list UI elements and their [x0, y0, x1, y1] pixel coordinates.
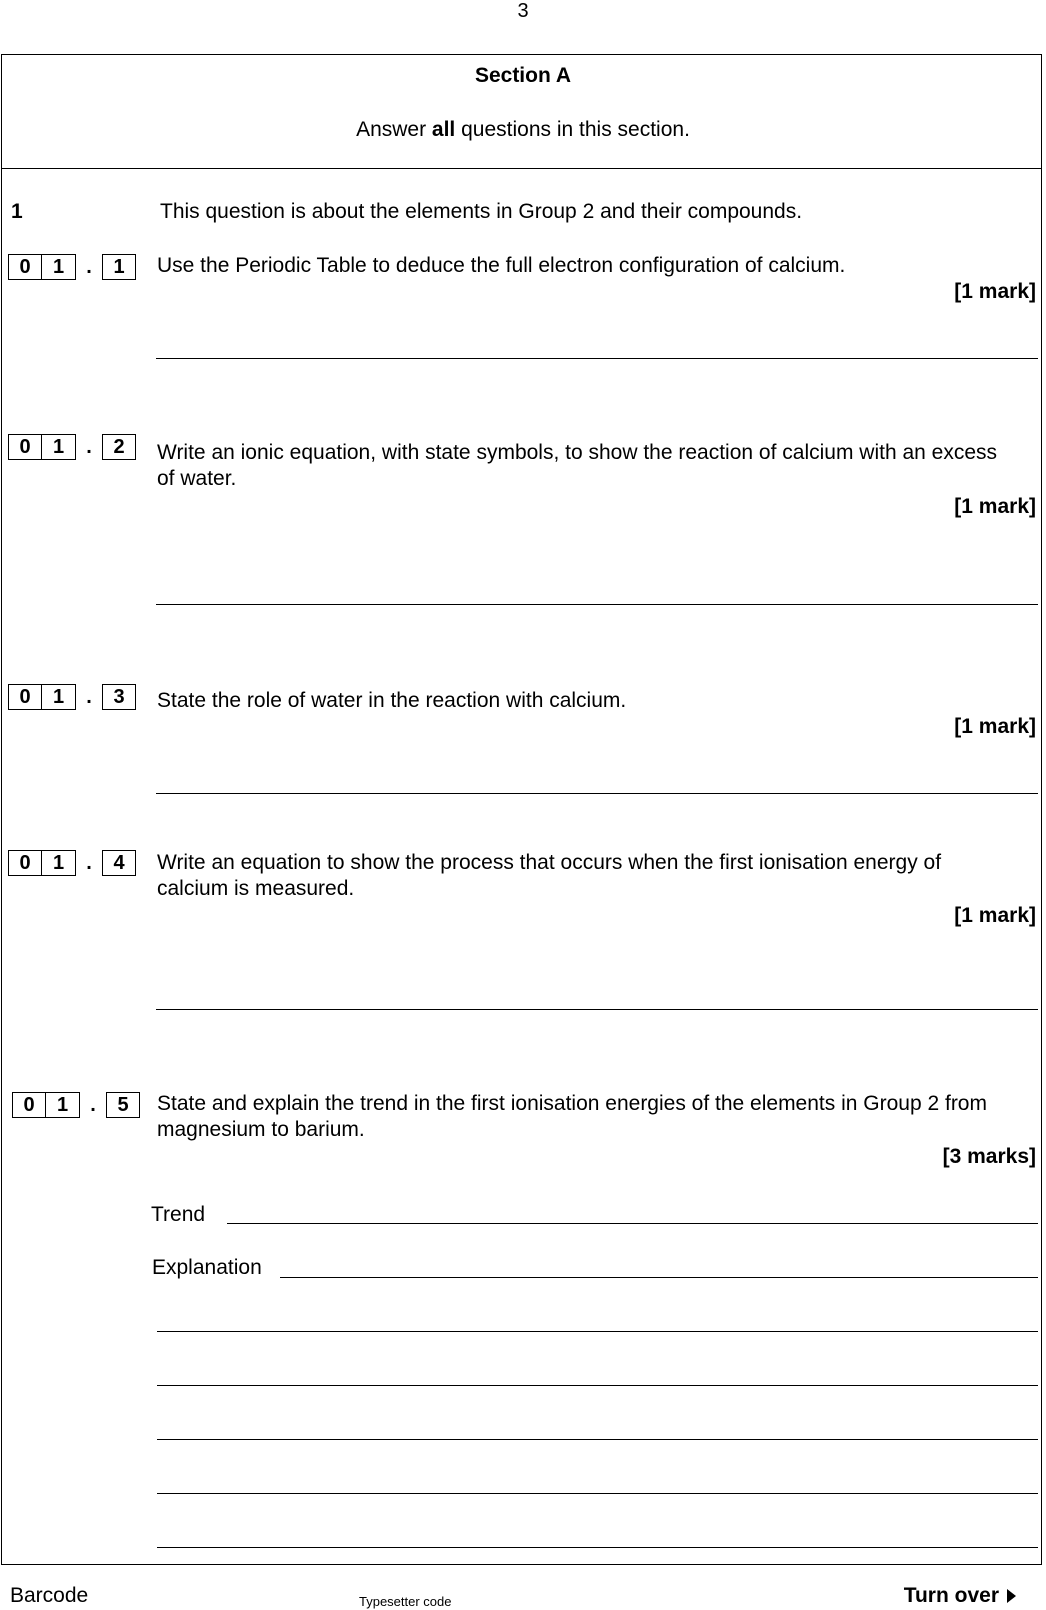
answer-line[interactable] [157, 1385, 1038, 1386]
turn-over [904, 1584, 1016, 1608]
part-separator: . [86, 851, 92, 874]
turn-over-label: Turn over [903, 1584, 999, 1607]
part-text-01-3: State the role of water in the reaction with calcium. [157, 689, 627, 712]
answer-line[interactable] [156, 604, 1038, 605]
part-marks-01-2: [1 mark] [954, 495, 1036, 518]
digit-box: 5 [106, 1092, 140, 1118]
answer-line[interactable] [157, 1331, 1038, 1332]
explanation-label: Explanation [152, 1256, 262, 1279]
part-separator: . [86, 255, 92, 278]
part-marks-01-3: [1 mark] [954, 715, 1036, 738]
digit-box: 0 [12, 1092, 46, 1118]
barcode-label: Barcode [10, 1584, 89, 1607]
answer-line[interactable] [157, 1493, 1038, 1494]
digit-box: 1 [42, 254, 76, 280]
part-number-01-5 [12, 1092, 140, 1118]
digit-box: 1 [102, 254, 136, 280]
part-separator: . [86, 685, 92, 708]
digit-box: 0 [8, 254, 42, 280]
digit-box: 0 [8, 684, 42, 710]
part-marks-01-1: [1 mark] [954, 280, 1036, 303]
page-number: 3 [517, 0, 529, 22]
part-marks-01-5: [3 marks] [942, 1145, 1036, 1168]
answer-line[interactable] [157, 1439, 1038, 1440]
part-text-01-4: Write an equation to show the process that occurs when the first ionisation energy of calcium is measured. [157, 851, 942, 900]
explanation-answer-line[interactable] [280, 1277, 1038, 1278]
answer-line[interactable] [157, 1547, 1038, 1548]
part-separator: . [90, 1093, 96, 1116]
digit-box: 1 [42, 850, 76, 876]
digit-box: 0 [8, 850, 42, 876]
part-number-01-2 [8, 434, 136, 460]
trend-label: Trend [151, 1203, 206, 1226]
question-number: 1 [11, 200, 23, 223]
part-separator: . [86, 435, 92, 458]
triangle-right-icon [1007, 1589, 1016, 1603]
part-text-01-5: State and explain the trend in the first ionisation energies of the elements in Group 2 from magnesium to barium. [157, 1092, 987, 1141]
part-marks-01-4: [1 mark] [954, 904, 1036, 927]
part-number-01-1 [8, 254, 136, 280]
digit-box: 3 [102, 684, 136, 710]
typesetter-code: Typesetter code [359, 1594, 452, 1609]
digit-box: 4 [102, 850, 136, 876]
trend-answer-line[interactable] [227, 1223, 1038, 1224]
answer-line[interactable] [156, 793, 1038, 794]
part-text-01-1: Use the Periodic Table to deduce the full electron configuration of calcium. [157, 254, 846, 277]
part-number-01-3 [8, 684, 136, 710]
digit-box: 1 [42, 434, 76, 460]
section-title: Section A [474, 64, 572, 87]
part-text-01-2: Write an ionic equation, with state symbols, to show the reaction of calcium with an excess of water. [157, 441, 998, 490]
part-number-01-4 [8, 850, 136, 876]
answer-line[interactable] [156, 1009, 1038, 1010]
answer-line[interactable] [156, 358, 1038, 359]
header-divider [1, 168, 1042, 169]
digit-box: 1 [46, 1092, 80, 1118]
digit-box: 1 [42, 684, 76, 710]
digit-box: 0 [8, 434, 42, 460]
page-frame [1, 54, 1042, 1565]
question-intro: This question is about the elements in Group 2 and their compounds. [160, 200, 803, 223]
digit-box: 2 [102, 434, 136, 460]
section-instruction: Answer all questions in this section. [356, 118, 690, 141]
